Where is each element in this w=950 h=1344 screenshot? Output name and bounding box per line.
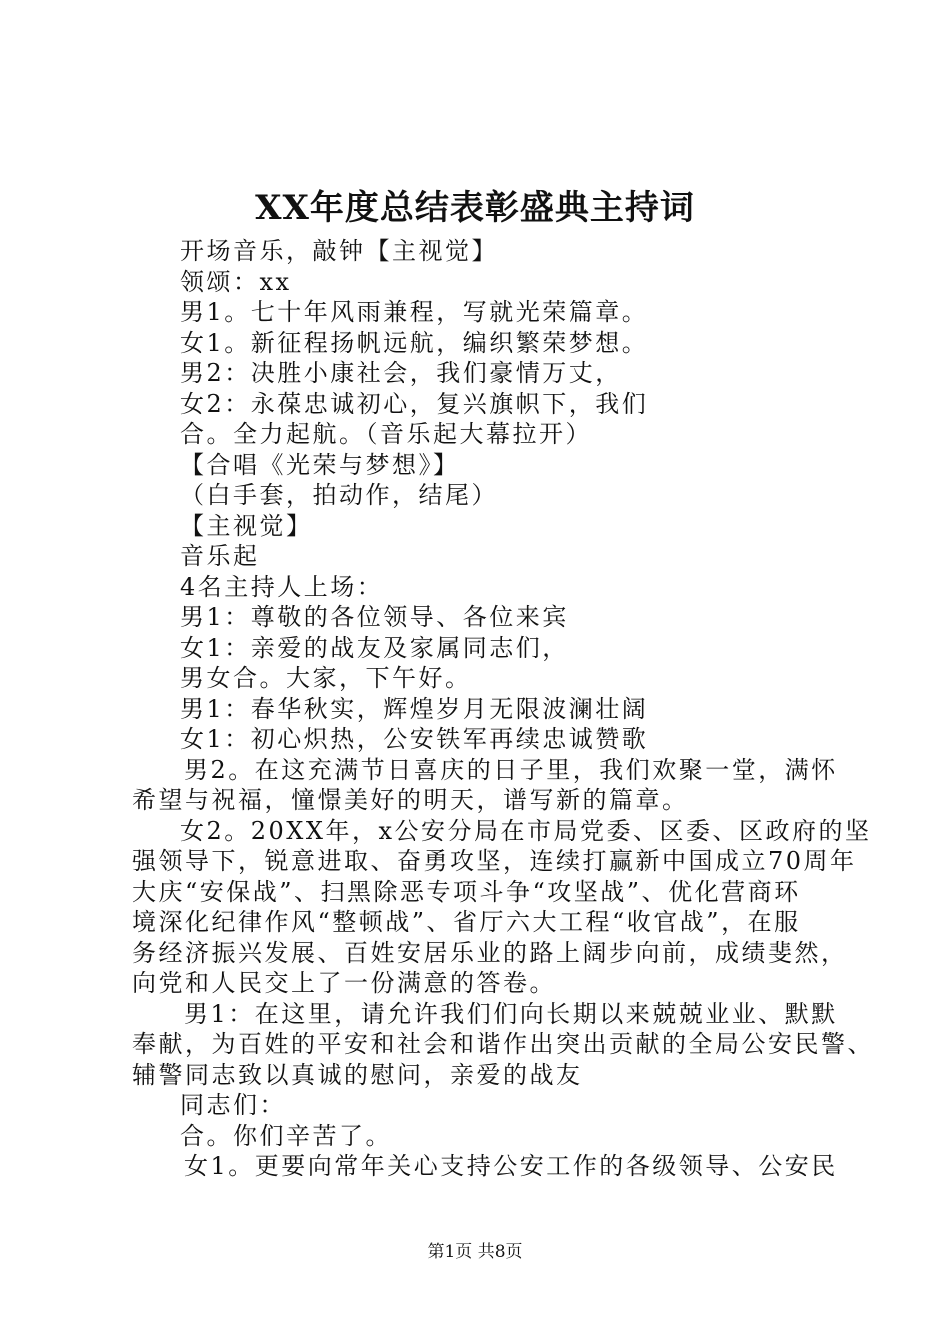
document-title: XX年度总结表彰盛典主持词 (255, 188, 695, 228)
text-line: 希望与祝福，憧憬美好的明天，谱写新的篇章。 (132, 786, 689, 814)
text-line: 女1：亲爱的战友及家属同志们， (180, 633, 569, 662)
text-line: 男2：决胜小康社会，我们豪情万丈， (180, 359, 622, 387)
text-line: 同志们： (180, 1091, 286, 1119)
text-line: 男1：春华秋实，辉煌岁月无限波澜壮阔 (180, 694, 649, 723)
text-line: 音乐起 (180, 542, 260, 570)
text-line: （白手套，拍动作，结尾） (180, 481, 498, 509)
text-line: 境深化纪律作风“整顿战”、省厅六大工程“收官战”，在服 (132, 908, 801, 936)
page-footer: 第1页 共8页 (427, 1242, 523, 1262)
text-line: 女2：永葆忠诚初心，复兴旗帜下，我们 (180, 389, 649, 418)
text-line: 领颂：xx (180, 267, 292, 296)
text-line: 男1：在这里，请允许我们们向长期以来兢兢业业、默默 (184, 999, 838, 1028)
text-line: 男2。在这充满节日喜庆的日子里，我们欢聚一堂，满怀 (184, 755, 838, 784)
text-line: 强领导下，锐意进取、奋勇攻坚，连续打赢新中国成立70周年 (132, 847, 857, 875)
text-line: 【主视觉】 (180, 511, 313, 540)
text-line: 奉献，为百姓的平安和社会和谐作出突出贡献的全局公安民警、 (132, 1030, 874, 1058)
text-line: 向党和人民交上了一份满意的答卷。 (132, 969, 556, 997)
text-line: 大庆“安保战”、扫黑除恶专项斗争“攻坚战”、优化营商环 (132, 877, 801, 906)
text-line: 辅警同志致以真诚的慰问，亲爱的战友 (132, 1060, 583, 1089)
text-line: 务经济振兴发展、百姓安居乐业的路上阔步向前，成绩斐然， (132, 938, 848, 967)
text-line: 女1。更要向常年关心支持公安工作的各级领导、公安民 (184, 1152, 838, 1180)
text-line: 女2。20XX年，x公安分局在市局党委、区委、区政府的坚 (180, 816, 872, 845)
text-line: 合。你们辛苦了。 (180, 1121, 392, 1150)
text-line: 开场音乐，敲钟【主视觉】 (180, 237, 498, 265)
text-line: 男1。七十年风雨兼程，写就光荣篇章。 (180, 298, 649, 326)
text-line: 【合唱《光荣与梦想》】 (180, 450, 460, 479)
text-line: 男女合。大家，下午好。 (180, 664, 472, 692)
text-line: 女1。新征程扬帆远航，编织繁荣梦想。 (180, 328, 649, 357)
document-body (132, 236, 874, 1182)
text-line: 4名主持人上场： (180, 572, 384, 601)
text-line: 合。全力起航。（音乐起大幕拉开） (180, 420, 592, 448)
text-line: 女1：初心炽热，公安铁军再续忠诚赞歌 (180, 725, 649, 753)
text-line: 男1：尊敬的各位领导、各位来宾 (180, 603, 569, 631)
